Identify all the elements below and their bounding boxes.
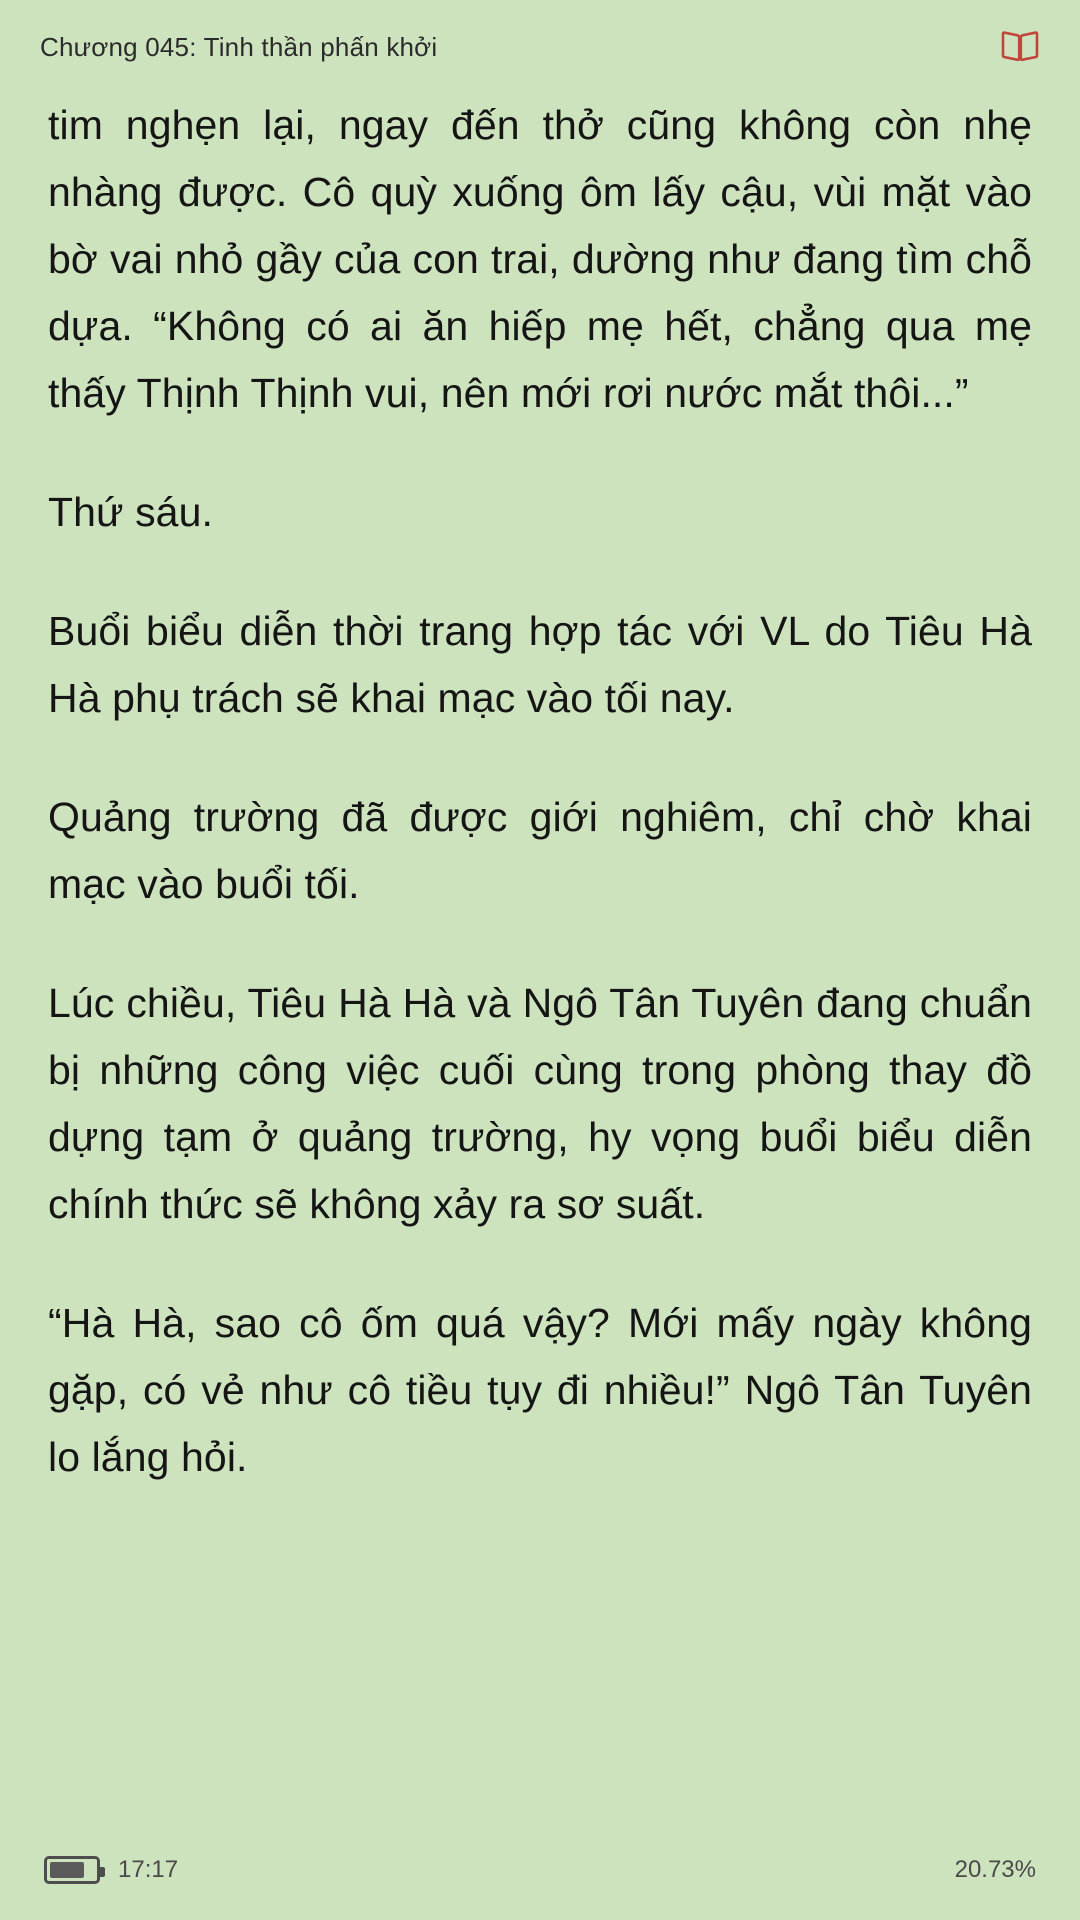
paragraph: Quảng trường đã được giới nghiêm, chỉ chờ khai mạc vào buổi tối. xyxy=(48,794,1032,907)
book-icon[interactable] xyxy=(1000,30,1040,62)
reader-header xyxy=(0,0,1080,92)
paragraph: tim nghẹn lại, ngay đến thở cũng không còn nhẹ nhàng được. Cô quỳ xuống ôm lấy cậu, vùi mặt vào bờ vai nhỏ gầy của con trai, dường như đang tìm chỗ dựa. “Không có ai ăn hiếp mẹ hết, chẳng qua mẹ thấy Thịnh Thịnh vui, nên mới rơi nước mắt thôi...” xyxy=(48,102,1032,416)
chapter-title: Chương 045: Tinh thần phấn khởi xyxy=(40,32,438,62)
battery-level-fill xyxy=(50,1862,84,1878)
paragraph: Thứ sáu. xyxy=(48,489,213,535)
clock-label: 17:17 xyxy=(118,1856,179,1883)
paragraph: Buổi biểu diễn thời trang hợp tác với VL do Tiêu Hà Hà phụ trách sẽ khai mạc vào tối nay. xyxy=(48,608,1032,721)
reader-footer xyxy=(0,1810,1080,1920)
chapter-content[interactable] xyxy=(0,92,1080,1810)
footer-left-group xyxy=(44,1856,178,1884)
paragraph: “Hà Hà, sao cô ốm quá vậy? Mới mấy ngày không gặp, có vẻ như cô tiều tụy đi nhiều!” Ngô Tân Tuyên lo lắng hỏi. xyxy=(48,1300,1032,1480)
battery-icon xyxy=(44,1856,100,1884)
reading-progress-label: 20.73% xyxy=(954,1856,1036,1883)
paragraph: Lúc chiều, Tiêu Hà Hà và Ngô Tân Tuyên đang chuẩn bị những công việc cuối cùng trong phòng thay đồ dựng tạm ở quảng trường, hy vọng buổi biểu diễn chính thức sẽ không xảy ra sơ suất. xyxy=(48,980,1032,1227)
